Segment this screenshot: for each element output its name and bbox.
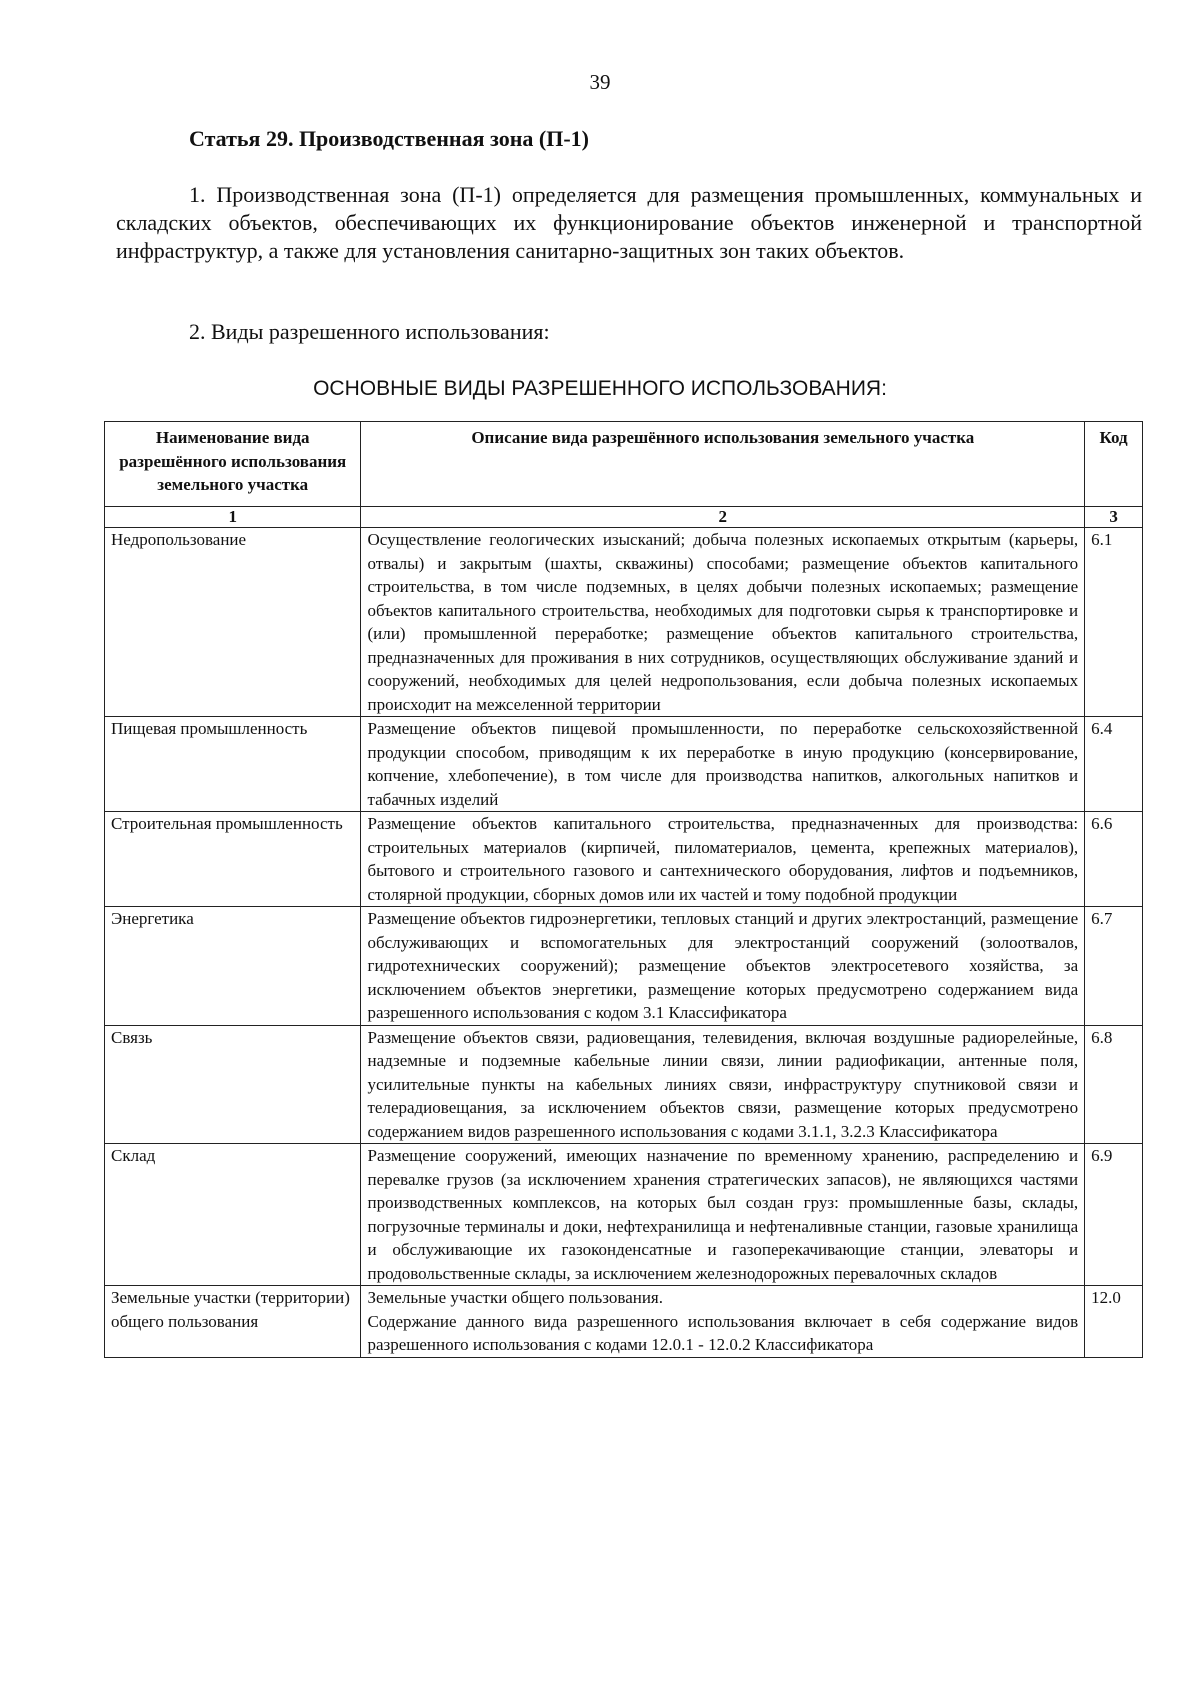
table-row — [105, 1286, 1143, 1358]
table-row — [105, 1025, 1143, 1144]
use-description: Размещение объектов капитального строительства, предназначенных для производства: строительных материалов (кирпичей, пиломатериалов, цемента, крепежных материалов), бытового и строительного газового и сантехнического оборудования, лифтов и подъемников, столярной продукции, сборных домов или их частей и тому подобной продукции — [361, 812, 1085, 907]
use-name: Энергетика — [105, 907, 361, 1026]
header-description: Описание вида разрешённого использования земельного участка — [361, 422, 1085, 507]
page-number: 39 — [589, 70, 611, 94]
use-code: 6.8 — [1085, 1025, 1143, 1144]
use-code: 6.9 — [1085, 1144, 1143, 1286]
paragraph-zone-definition: 1. Производственная зона (П-1) определяется для размещения промышленных, коммунальных и складских объектов, обеспечивающих их функционирование объектов инженерной и транспортной инфраструктур, а также для установления санитарно-защитных зон таких объектов. — [116, 182, 1142, 263]
table-row — [105, 1144, 1143, 1286]
use-description: Земельные участки общего пользования. — [367, 1288, 664, 1307]
use-code: 12.0 — [1085, 1286, 1143, 1358]
header-code: Код — [1085, 422, 1143, 507]
permitted-uses-table — [104, 421, 1143, 1358]
table-row — [105, 812, 1143, 907]
table-row — [105, 907, 1143, 1026]
use-code: 6.4 — [1085, 717, 1143, 812]
use-name: Недропользование — [105, 528, 361, 717]
use-description: Размещение сооружений, имеющих назначение по временному хранению, распределению и перевалке грузов (за исключением хранения стратегических запасов), не являющихся частями производственных комплексов, на которых был создан груз: промышленные базы, склады, погрузочные терминалы и доки, нефтехранилища и нефтеналивные станции, газовые хранилища и обслуживающие их газоконденсатные и газоперекачивающие станции, элеваторы и продовольственные склады, за исключением железнодорожных перевалочных складов — [361, 1144, 1085, 1286]
section-heading: ОСНОВНЫЕ ВИДЫ РАЗРЕШЕННОГО ИСПОЛЬЗОВАНИЯ: — [313, 377, 887, 400]
use-description: Размещение объектов гидроэнергетики, тепловых станций и других электростанций, размещение обслуживающих и вспомогательных для электростанций сооружений (золоотвалов, гидротехнических сооружений); размещение объектов электросетевого хозяйства, за исключением объектов энергетики, размещение которых предусмотрено содержанием вида разрешенного использования с кодом 3.1 Классификатора — [361, 907, 1085, 1026]
header-name: Наименование вида разрешённого использования земельного участка — [105, 422, 361, 507]
column-number-row — [105, 507, 1143, 528]
use-code: 6.7 — [1085, 907, 1143, 1026]
use-description: Размещение объектов связи, радиовещания, телевидения, включая воздушные радиорелейные, надземные и подземные кабельные линии связи, линии радиофикации, антенные поля, усилительные пункты на кабельных линиях связи, инфраструктуру спутниковой связи и телерадиовещания, за исключением объектов связи, размещение которых предусмотрено содержанием видов разрешенного использования с кодами 3.1.1, 3.2.3 Классификатора — [361, 1025, 1085, 1144]
column-number: 1 — [105, 507, 361, 528]
table-row — [105, 717, 1143, 812]
use-name: Склад — [105, 1144, 361, 1286]
column-number: 3 — [1085, 507, 1143, 528]
use-code: 6.6 — [1085, 812, 1143, 907]
article-title: Статья 29. Производственная зона (П-1) — [189, 126, 589, 151]
use-code: 6.1 — [1085, 528, 1143, 717]
table-row — [105, 528, 1143, 717]
use-description: Размещение объектов пищевой промышленности, по переработке сельскохозяйственной продукции способом, приводящим к их переработке в иную продукцию (консервирование, копчение, хлебопечение), в том числе для производства напитков, алкогольных напитков и табачных изделий — [361, 717, 1085, 812]
use-description: Осуществление геологических изысканий; добыча полезных ископаемых открытым (карьеры, отвалы) и закрытым (шахты, скважины) способами; размещение объектов капитального строительства, в том числе подземных, в целях добычи полезных ископаемых; размещение объектов капитального строительства, необходимых для подготовки сырья к транспортировке и (или) промышленной переработке; размещение объектов капитального строительства, предназначенных для проживания в них сотрудников, осуществляющих обслуживание зданий и сооружений, необходимых для целей недропользования, если добыча полезных ископаемых происходит на межселенной территории — [361, 528, 1085, 717]
use-name: Строительная промышленность — [105, 812, 361, 907]
use-name: Связь — [105, 1025, 361, 1144]
use-description-cell — [361, 1286, 1085, 1358]
table-header-row — [105, 422, 1143, 507]
use-name: Земельные участки (территории) общего пользования — [105, 1286, 361, 1358]
use-name: Пищевая промышленность — [105, 717, 361, 812]
paragraph-permitted-uses: 2. Виды разрешенного использования: — [189, 319, 550, 344]
column-number: 2 — [361, 507, 1085, 528]
use-description-extra: Содержание данного вида разрешенного использования включает в себя содержание видов разрешенного использования с кодами 12.0.1 - 12.0.2 Классификатора — [367, 1311, 1079, 1354]
